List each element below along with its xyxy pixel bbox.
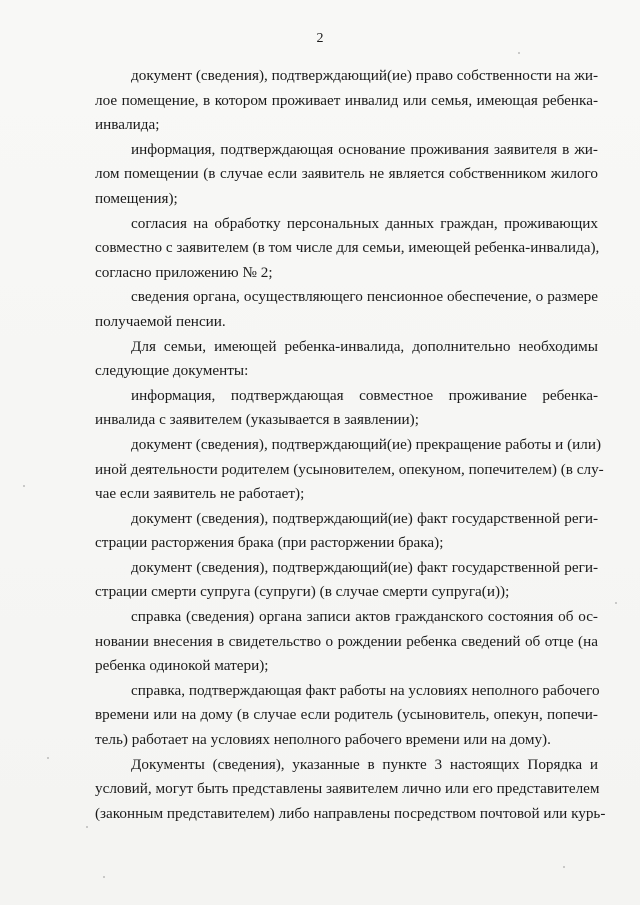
- text-line: Документы (сведения), указанные в пункте 3 настоящих Порядка и: [131, 755, 598, 773]
- paragraph: [95, 556, 598, 605]
- paragraph: [95, 507, 598, 556]
- text-line: согласия на обработку персональных данных граждан, проживающих: [131, 214, 598, 232]
- paragraph: [95, 64, 598, 138]
- text-line: следующие документы:: [95, 362, 249, 380]
- scan-speck: [23, 485, 25, 487]
- text-line: документ (сведения), подтверждающий(ие) право собственности на жи-: [131, 67, 598, 84]
- text-line: документ (сведения), подтверждающий(ие) факт государственной реги-: [131, 558, 598, 576]
- paragraph: [95, 212, 598, 286]
- paragraph: [95, 679, 598, 753]
- text-line: документ (сведения), подтверждающий(ие) прекращение работы и (или): [131, 435, 602, 453]
- text-line: справка (сведения) органа записи актов гражданского состояния об ос-: [131, 608, 598, 626]
- paragraph: [95, 753, 606, 827]
- text-line: сведения органа, осуществляющего пенсионное обеспечение, о размере: [131, 288, 598, 306]
- text-line: тель) работает на условиях неполного рабочего времени или на дому).: [95, 731, 551, 749]
- text-line: инвалида с заявителем (указывается в заявлении);: [95, 411, 419, 429]
- scan-speck: [563, 866, 565, 868]
- text-line: лое помещение, в котором проживает инвалид или семья, имеющая ребенка-: [95, 91, 598, 109]
- paragraph: [95, 433, 604, 507]
- scan-speck: [518, 52, 520, 54]
- text-line: условий, могут быть представлены заявителем лично или его представителем: [95, 780, 600, 798]
- text-line: (законным представителем) либо направлены посредством почтовой или курь-: [95, 804, 606, 822]
- text-line: согласно приложению № 2;: [95, 263, 273, 281]
- scan-speck: [615, 602, 617, 604]
- text-line: времени или на дому (в случае если родитель (усыновитель, опекун, попечи-: [95, 706, 598, 724]
- text-line: чае если заявитель не работает);: [95, 485, 305, 503]
- text-line: получаемой пенсии.: [95, 312, 226, 330]
- text-line: справка, подтверждающая факт работы на условиях неполного рабочего: [131, 681, 600, 699]
- text-line: информация, подтверждающая совместное проживание ребенка-: [131, 386, 598, 404]
- text-line: совместно с заявителем (в том числе для семьи, имеющей ребенка-инвалида),: [95, 239, 600, 257]
- text-line: иной деятельности родителем (усыновителем, опекуном, попечителем) (в слу-: [95, 460, 604, 478]
- text-line: информация, подтверждающая основание проживания заявителя в жи-: [131, 140, 598, 158]
- text-line: документ (сведения), подтверждающий(ие) факт государственной реги-: [131, 509, 598, 527]
- paragraph: [95, 335, 598, 384]
- text-line: помещения);: [95, 189, 178, 207]
- paragraph: [95, 384, 598, 433]
- text-line: лом помещении (в случае если заявитель не является собственником жилого: [95, 165, 598, 183]
- scan-speck: [103, 876, 105, 878]
- page-number: 2: [316, 31, 324, 46]
- text-line: ребенка одинокой матери);: [95, 657, 269, 675]
- paragraph: [95, 138, 598, 212]
- text-line: новании внесения в свидетельство о рождении ребенка сведений об отце (на: [95, 632, 598, 650]
- document-body: [95, 64, 606, 826]
- text-line: инвалида;: [95, 116, 160, 134]
- scan-speck: [86, 826, 88, 828]
- text-line: страции расторжения брака (при расторжении брака);: [95, 534, 444, 552]
- paragraph: [95, 605, 598, 679]
- paragraph: [95, 285, 598, 334]
- text-line: Для семьи, имеющей ребенка-инвалида, дополнительно необходимы: [131, 337, 598, 355]
- text-line: страции смерти супруга (супруги) (в случае смерти супруга(и));: [95, 583, 510, 601]
- scan-speck: [47, 757, 49, 759]
